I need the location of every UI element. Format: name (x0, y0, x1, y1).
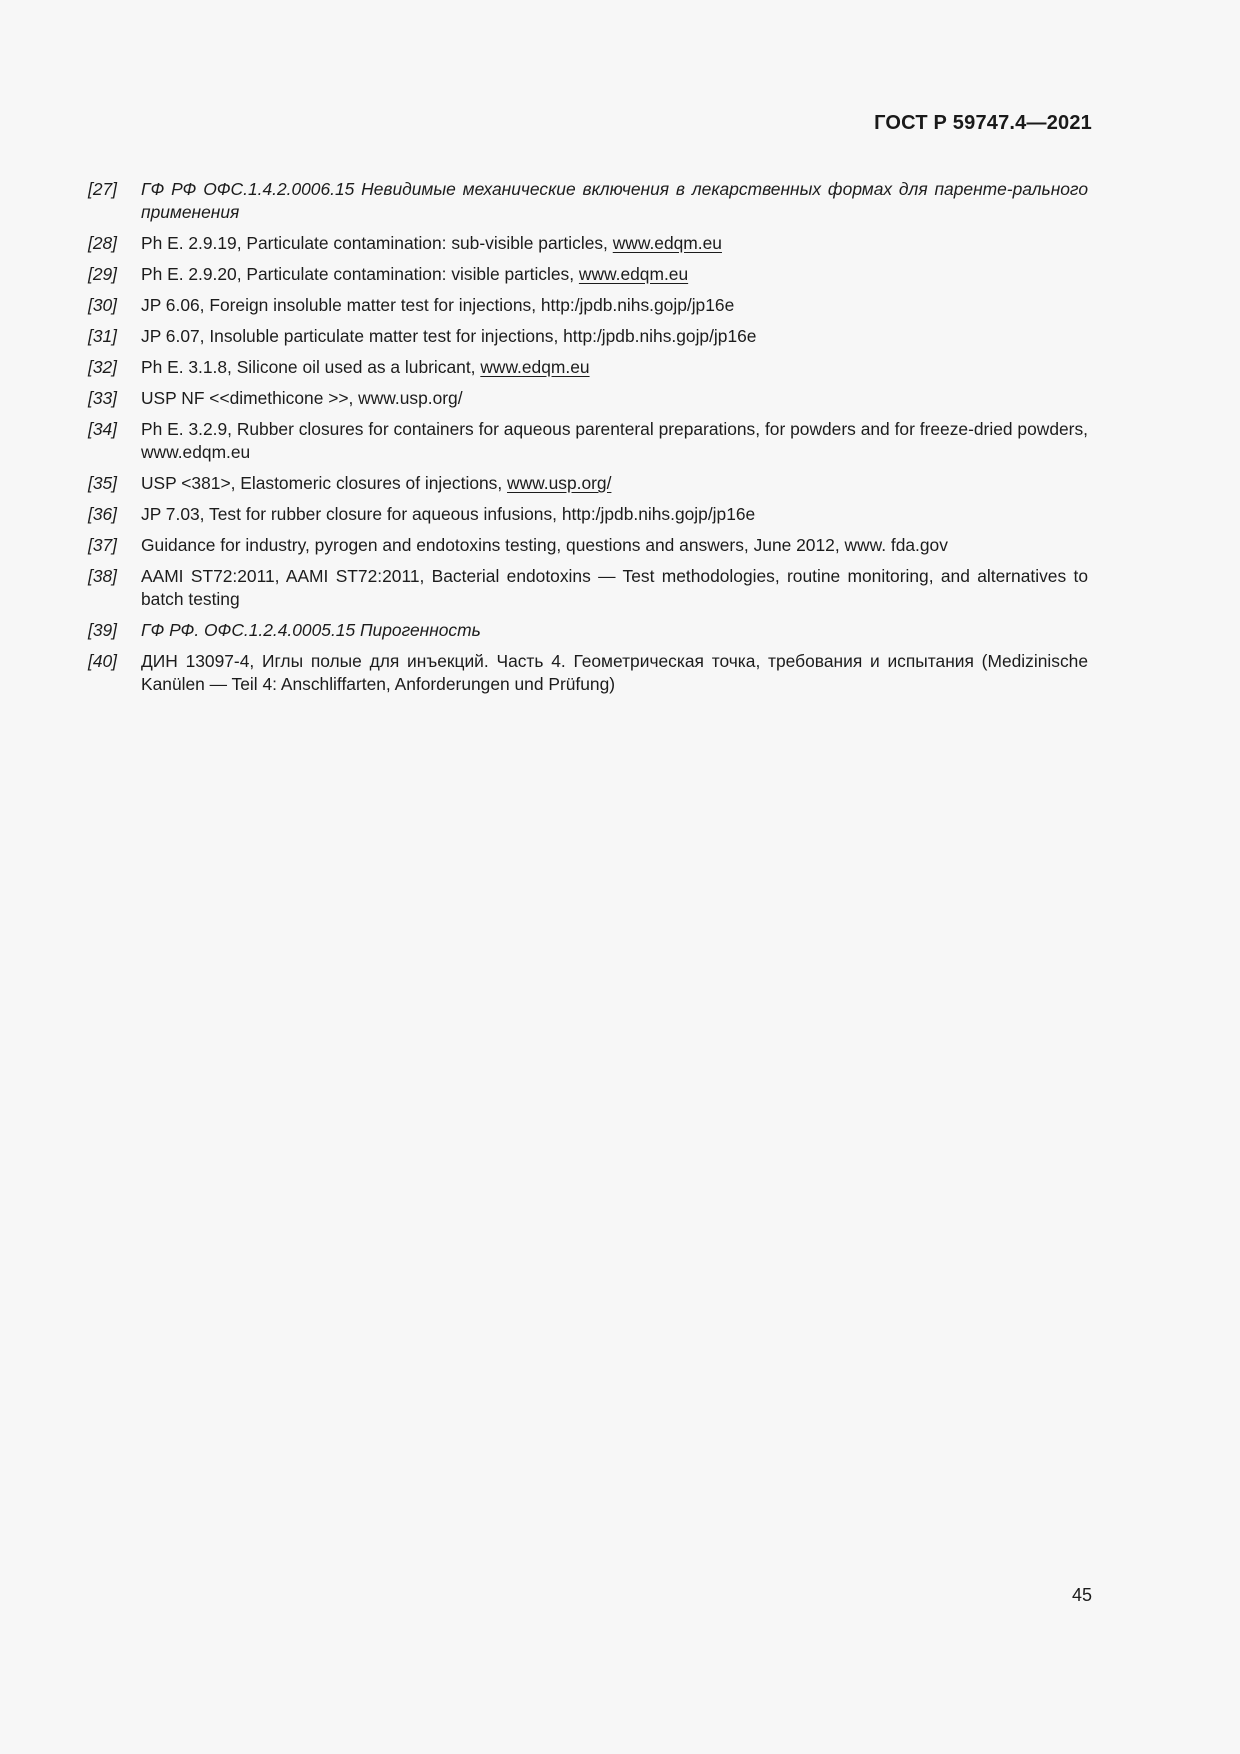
reference-text-body: Ph E. 3.1.8, Silicone oil used as a lubricant, (141, 357, 481, 377)
reference-text-body: Ph E. 2.9.19, Particulate contamination: sub-visible particles, (141, 233, 613, 253)
reference-number: [33] (88, 388, 118, 408)
reference-text-body: JP 6.06, Foreign insoluble matter test for injections, http:/jpdb.nihs.gojp/jp16e (141, 295, 735, 315)
reference-link[interactable]: www.edqm.eu (480, 357, 590, 377)
reference-text (141, 294, 1088, 317)
reference-item (88, 534, 1088, 557)
reference-item (88, 565, 1088, 611)
reference-text-body: ГФ РФ. ОФС.1.2.4.0005.15 Пирогенность (141, 620, 481, 640)
reference-text-body: ДИН 13097-4, Иглы полые для инъекций. Часть 4. Геометрическая точка, требования и испытания (Medizinische Kanülen — Teil 4: Anschliffarten, Anforderungen und Prüfung) (141, 651, 1088, 694)
reference-number: [32] (88, 357, 118, 377)
reference-item (88, 387, 1088, 410)
reference-text-body: AAMI ST72:2011, AAMI ST72:2011, Bacterial endotoxins — Test methodologies, routine monitoring, and alternatives to batch testing (141, 566, 1088, 609)
reference-number: [38] (88, 566, 118, 586)
reference-text-body: ГФ РФ ОФС.1.4.2.0006.15 Невидимые механические включения в лекарственных формах для паренте-рального применения (141, 179, 1088, 222)
reference-text-body: USP <381>, Elastomeric closures of injections, (141, 473, 508, 493)
reference-text (141, 178, 1088, 224)
reference-item (88, 503, 1088, 526)
reference-number: [29] (88, 264, 118, 284)
reference-text (141, 325, 1088, 348)
reference-item (88, 356, 1088, 379)
reference-text-body: JP 7.03, Test for rubber closure for aqueous infusions, http:/jpdb.nihs.gojp/jp16e (141, 504, 756, 524)
reference-number: [31] (88, 326, 118, 346)
reference-item (88, 263, 1088, 286)
reference-text (141, 263, 1088, 286)
reference-number: [39] (88, 620, 118, 640)
reference-number: [40] (88, 651, 118, 671)
reference-text (141, 356, 1088, 379)
reference-number: [30] (88, 295, 118, 315)
reference-number: [37] (88, 535, 118, 555)
reference-text (141, 565, 1088, 611)
reference-text (141, 418, 1088, 464)
bibliography-list (88, 178, 1088, 704)
reference-text-body: Guidance for industry, pyrogen and endotoxins testing, questions and answers, June 2012, www. fda.gov (141, 535, 948, 555)
reference-text-body: Ph E. 2.9.20, Particulate contamination: visible particles, (141, 264, 579, 284)
reference-text-body: JP 6.07, Insoluble particulate matter test for injections, http:/jpdb.nihs.gojp/jp16e (141, 326, 757, 346)
reference-link[interactable]: www.edqm.eu (612, 233, 722, 253)
reference-item (88, 619, 1088, 642)
reference-number: [36] (88, 504, 118, 524)
reference-link[interactable]: www.usp.org/ (507, 473, 612, 493)
reference-number: [28] (88, 233, 118, 253)
reference-text (141, 472, 1088, 495)
reference-text (141, 232, 1088, 255)
reference-number: [34] (88, 419, 118, 439)
reference-item (88, 232, 1088, 255)
reference-item (88, 294, 1088, 317)
reference-item (88, 418, 1088, 464)
reference-item (88, 650, 1088, 696)
reference-text (141, 387, 1088, 410)
reference-text (141, 503, 1088, 526)
reference-item (88, 178, 1088, 224)
reference-text (141, 534, 1088, 557)
page-number: 45 (1071, 1585, 1092, 1605)
document-id-header: ГОСТ Р 59747.4—2021 (874, 112, 1092, 134)
reference-text-body: USP NF <<dimethicone >>, www.usp.org/ (141, 388, 463, 408)
reference-number: [35] (88, 473, 118, 493)
reference-number: [27] (88, 179, 118, 199)
reference-text (141, 650, 1088, 696)
reference-text (141, 619, 1088, 642)
reference-text-body: Ph E. 3.2.9, Rubber closures for containers for aqueous parenteral preparations, for powders and for freeze-dried powders, www.edqm.eu (141, 419, 1088, 462)
reference-item (88, 472, 1088, 495)
reference-link[interactable]: www.edqm.eu (578, 264, 689, 284)
reference-item (88, 325, 1088, 348)
